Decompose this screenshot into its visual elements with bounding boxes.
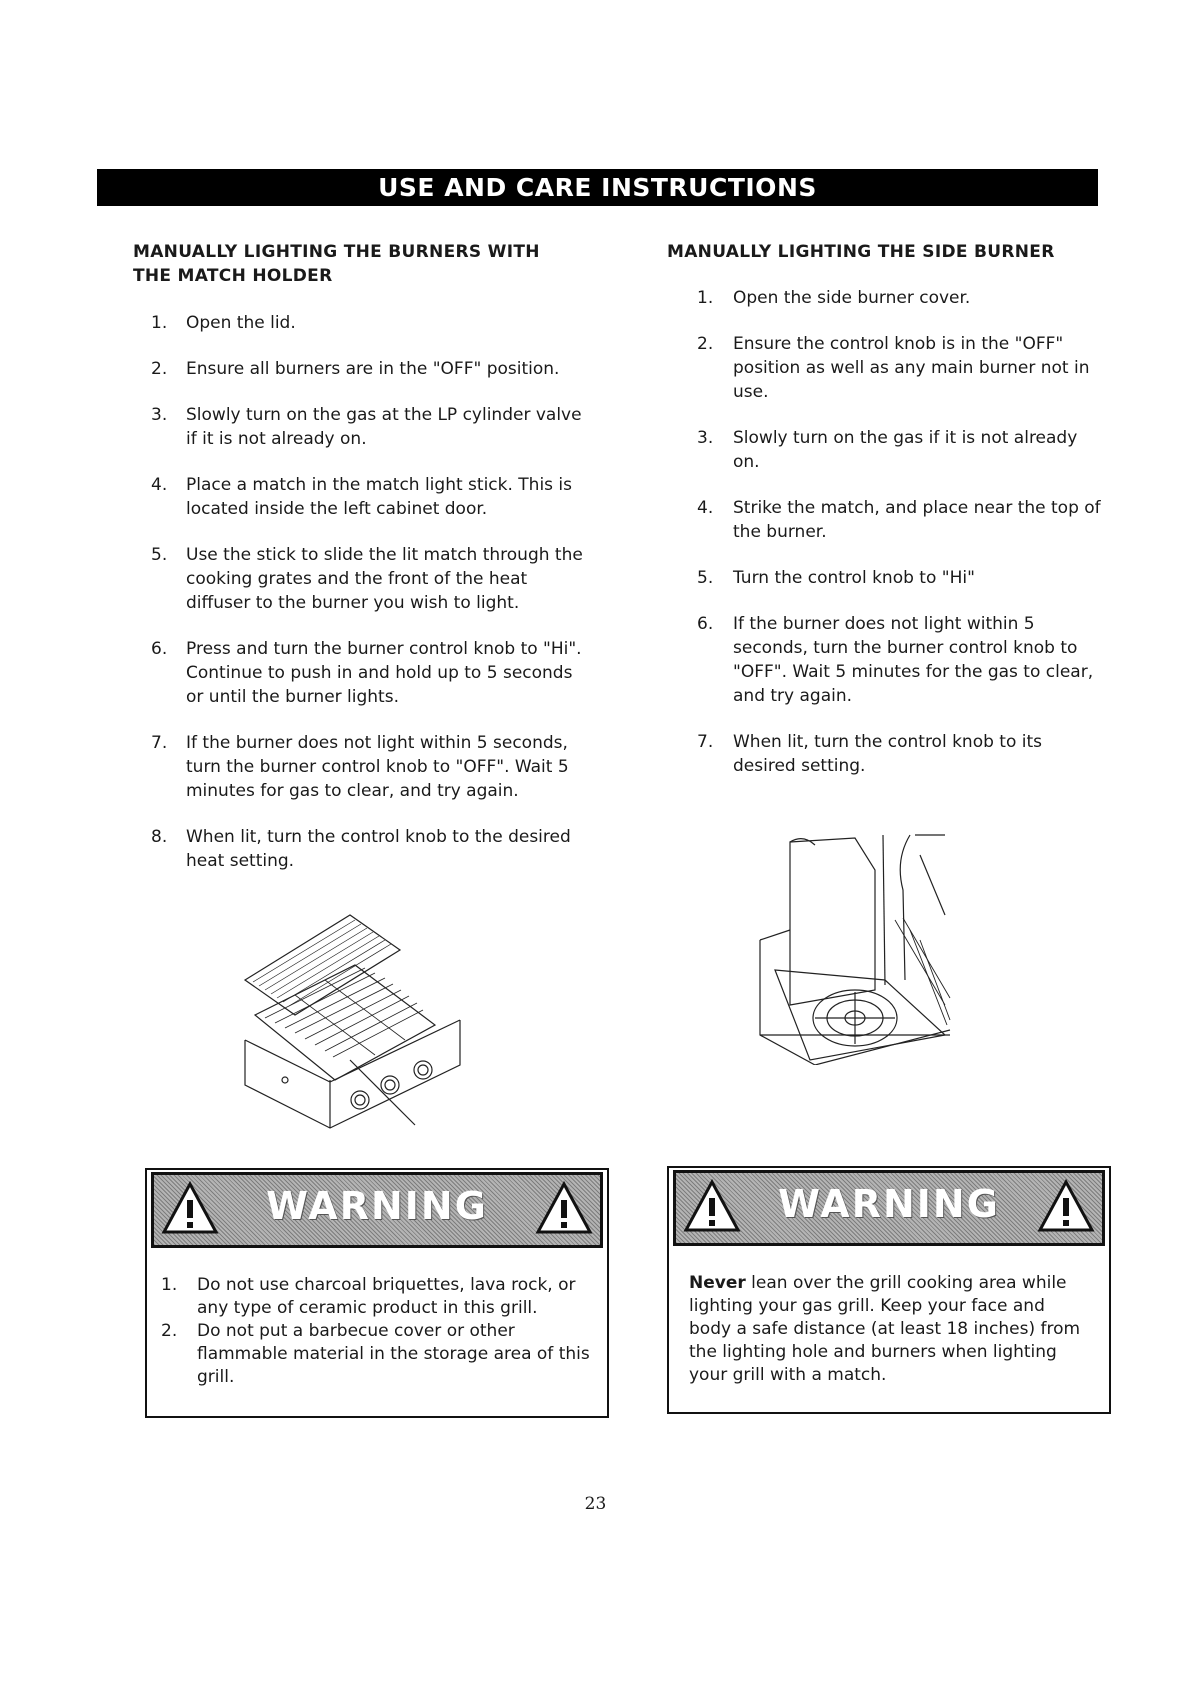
warning-box-left [145,1168,609,1418]
right-heading: MANUALLY LIGHTING THE SIDE BURNER [667,242,1055,262]
step-text: If the burner does not light within 5 seconds, turn the burner control knob to "OFF". Wait 5 minutes for the gas to clear, and try again. [733,614,1094,706]
step-text: Place a match in the match light stick. This is located inside the left cabinet door. [186,475,573,519]
warning-box-right [667,1166,1111,1414]
step-text: Open the side burner cover. [733,288,971,308]
list-item [667,566,1107,590]
step-number: 1. [697,288,714,308]
list-item [133,731,583,803]
step-number: 2. [697,334,714,354]
list-item [667,332,1107,404]
left-steps [133,311,583,873]
list-item [133,543,583,615]
step-text: Strike the match, and place near the top of the burner. [733,498,1101,542]
warning-label: WARNING [778,1182,1000,1226]
right-steps [667,286,1107,778]
warning-emphasis: Never [689,1273,746,1293]
step-number: 3. [151,405,168,425]
right-column [667,240,1107,800]
step-number: 8. [151,827,168,847]
list-item [667,496,1107,544]
step-number: 5. [151,545,168,565]
list-item [161,1320,593,1389]
grill-illustration [225,910,475,1135]
step-text: Ensure the control knob is in the "OFF" position as well as any main burner not in use. [733,334,1090,402]
warning-triangle-icon [1036,1178,1096,1234]
warning-body [669,1246,1109,1387]
step-number: 5. [697,568,714,588]
step-number: 6. [697,614,714,634]
step-number: 2. [151,359,168,379]
item-text: Do not put a barbecue cover or other flammable material in the storage area of this grill. [197,1321,590,1387]
step-text: Press and turn the burner control knob to "Hi". Continue to push in and hold up to 5 seconds or until the burner lights. [186,639,582,707]
step-text: Slowly turn on the gas if it is not already on. [733,428,1078,472]
step-text: Open the lid. [186,313,296,333]
step-number: 1. [151,313,168,333]
page-number: 23 [584,1494,607,1514]
step-number: 7. [697,732,714,752]
list-item [667,286,1107,310]
step-text: If the burner does not light within 5 seconds, turn the burner control knob to "OFF". Wait 5 minutes for gas to clear, and try again. [186,733,569,801]
section-title: USE AND CARE INSTRUCTIONS [97,169,1098,206]
warning-text: lean over the grill cooking area while lighting your gas grill. Keep your face and body a safe distance (at least 18 inches) from the lighting hole and burners when lighting your grill with a match. [689,1273,1081,1385]
list-item [133,311,583,335]
warning-body [147,1248,607,1389]
list-item [161,1274,593,1320]
step-text: When lit, turn the control knob to the desired heat setting. [186,827,571,871]
warning-banner [673,1170,1105,1246]
list-item [667,426,1107,474]
left-column [133,240,583,895]
list-item [133,825,583,873]
warning-banner [151,1172,603,1248]
list-item [667,612,1107,708]
step-text: Turn the control knob to "Hi" [733,568,975,588]
list-item [133,473,583,521]
warning-list [161,1274,593,1389]
step-text: Use the stick to slide the lit match through the cooking grates and the front of the heat diffuser to the burner you wish to light. [186,545,583,613]
step-number: 6. [151,639,168,659]
list-item [133,403,583,451]
left-heading: MANUALLY LIGHTING THE BURNERS WITH THE MATCH HOLDER [133,242,540,286]
item-number: 1. [161,1275,178,1295]
step-number: 4. [151,475,168,495]
warning-label: WARNING [266,1184,488,1228]
step-text: Slowly turn on the gas at the LP cylinder valve if it is not already on. [186,405,582,449]
step-number: 7. [151,733,168,753]
item-number: 2. [161,1321,178,1341]
step-text: When lit, turn the control knob to its desired setting. [733,732,1043,776]
side-burner-illustration [755,830,955,1065]
step-number: 3. [697,428,714,448]
step-number: 4. [697,498,714,518]
warning-triangle-icon [534,1180,594,1236]
step-text: Ensure all burners are in the "OFF" position. [186,359,560,379]
list-item [133,357,583,381]
list-item [133,637,583,709]
list-item [667,730,1107,778]
item-text: Do not use charcoal briquettes, lava rock, or any type of ceramic product in this grill. [197,1275,576,1318]
